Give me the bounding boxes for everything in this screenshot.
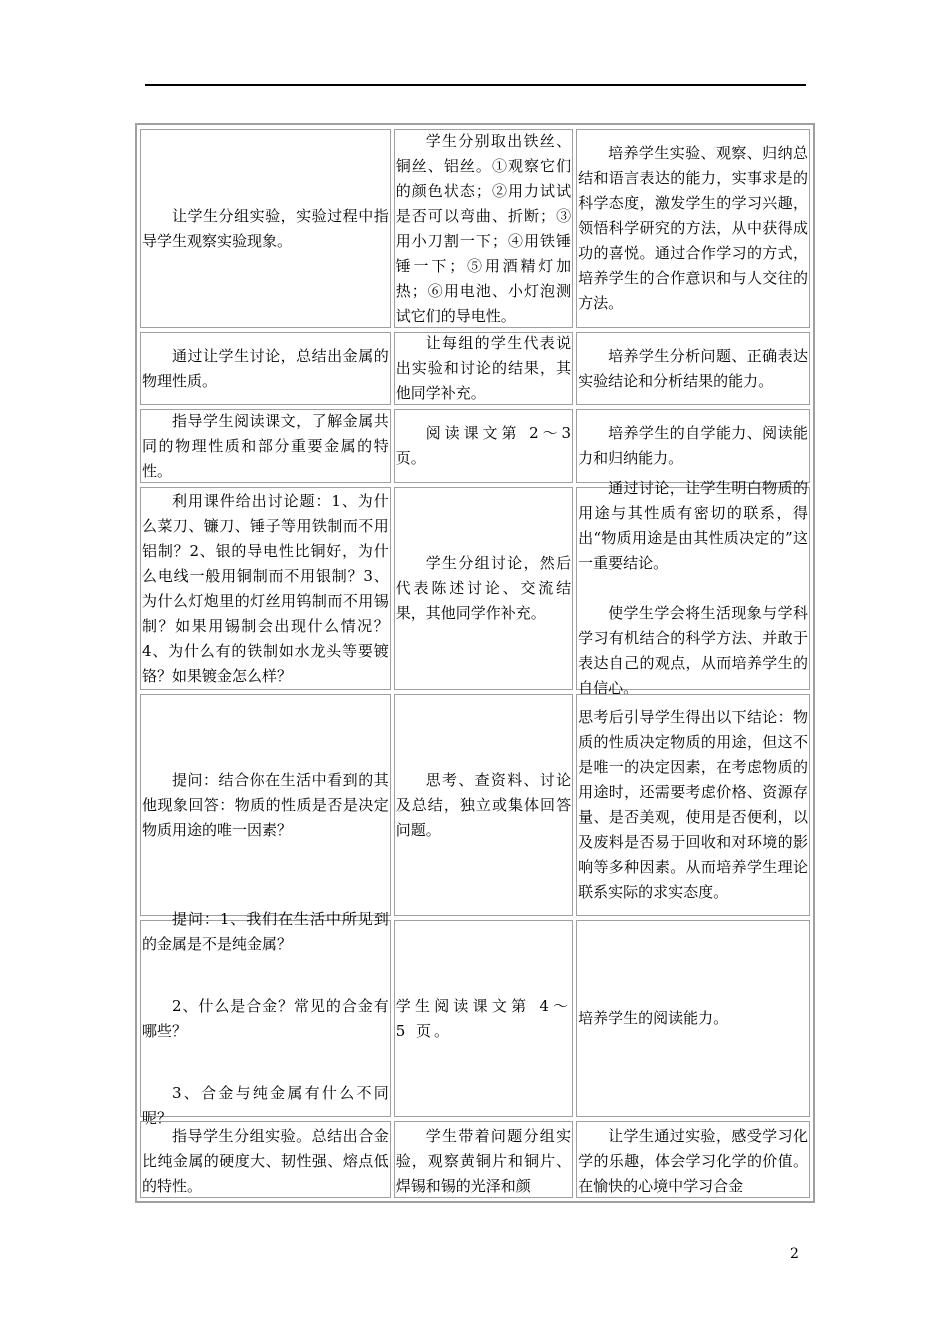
design-purpose-text: 思考后引导学生得出以下结论：物质的性质决定物质的用途，但这不是唯一的决定因素，在考虑物质的用途时，还需要考虑价格、资源存量、是否美观，使用是否便利，以及废料是否易于回收和对环境的影响等多种因素。从而培养学生理论联系实际的求实态度。 — [578, 708, 808, 901]
student-activity-text: 学生带着问题分组实验，观察黄铜片和铜片、焊锡和锡的光泽和颜 — [395, 1127, 572, 1195]
design-purpose-text: 培养学生的阅读能力。 — [578, 1009, 729, 1027]
table-row — [140, 129, 810, 328]
student-activity-cell — [394, 694, 573, 916]
teacher-activity-cell — [140, 1121, 391, 1198]
table-row — [140, 479, 810, 697]
table-row — [140, 1121, 810, 1198]
header-rule — [145, 84, 806, 86]
teacher-question-1: 提问：1、我们在生活中所见到的金属是不是纯金属？ — [142, 909, 389, 953]
lesson-plan-table — [135, 123, 815, 1203]
teacher-activity-cell — [140, 409, 391, 483]
design-purpose-text-group — [577, 451, 809, 726]
design-purpose-cell — [576, 1121, 810, 1198]
teacher-activity-text: 指导学生分组实验。总结出合金比纯金属的硬度大、韧性强、熔点低的特性。 — [142, 1127, 389, 1195]
teacher-activity-text: 提问：结合你在生活中看到的其他现象回答：物质的性质是否是决定物质用途的唯一因素？ — [142, 770, 389, 839]
student-activity-cell — [394, 129, 573, 328]
teacher-activity-cell — [140, 909, 391, 1127]
student-activity-text: 学生分组讨论，然后代表陈述讨论、交流结果，其他同学作补充。 — [395, 554, 572, 622]
design-purpose-text-2: 使学生学会将生活现象与学科学习有机结合的科学方法、并敢于表达自己的观点，从而培养学生的自信心。 — [578, 604, 808, 697]
teacher-activity-cell — [140, 332, 391, 405]
design-purpose-cell — [576, 129, 810, 328]
design-purpose-cell — [576, 479, 810, 697]
design-purpose-text: 培养学生分析问题、正确表达实验结论和分析结果的能力。 — [578, 346, 808, 390]
student-activity-text: 思考、查资料、讨论及总结，独立或集体回答问题。 — [395, 770, 572, 839]
student-activity-cell — [394, 487, 573, 690]
design-purpose-text: 培养学生实验、观察、归纳总结和语言表达的能力，实事求是的科学态度，激发学生的学习兴趣，领悟科学研究的方法，从中获得成功的喜悦。通过合作学习的方式，培养学生的合作意识和与人交往的方法。 — [578, 144, 808, 312]
student-activity-text: 学生分别取出铁丝、铜丝、铝丝。①观察它们的颜色状态；②用力试试是否可以弯曲、折断；③用小刀割一下；④用铁锤锤一下；⑤用酒精灯加热；⑥用电池、小灯泡测试它们的导电性。 — [395, 131, 572, 325]
student-activity-cell — [394, 409, 573, 483]
design-purpose-cell — [576, 920, 810, 1117]
table-row — [140, 332, 810, 405]
teacher-question-3: 3、合金与纯金属有什么不同呢？ — [142, 1083, 389, 1127]
teacher-activity-text: 通过让学生讨论，总结出金属的物理性质。 — [142, 346, 389, 390]
design-purpose-text: 让学生通过实验，感受学习化学的乐趣，体会学习化学的价值。在愉快的心境中学习合金 — [578, 1127, 808, 1195]
teacher-activity-text: 指导学生阅读课文，了解金属共同的物理性质和部分重要金属的特性。 — [142, 411, 389, 480]
student-activity-cell — [394, 920, 573, 1117]
design-purpose-text: 通过讨论，让学生明白物质的用途与其性质有密切的联系，得出“物质用途是由其性质决定的”这一重要结论。 — [578, 479, 808, 572]
teacher-question-2: 2、什么是合金？常见的合金有哪些？ — [142, 996, 389, 1040]
teacher-activity-text: 让学生分组实验，实验过程中指导学生观察实验现象。 — [142, 206, 389, 250]
page-number: 2 — [790, 1246, 799, 1262]
teacher-activity-cell — [140, 129, 391, 328]
design-purpose-cell — [576, 694, 810, 916]
student-activity-cell — [394, 332, 573, 405]
table-row — [140, 909, 810, 1127]
student-activity-text: 阅读课文第 2～3 页。 — [395, 424, 572, 467]
student-activity-cell — [394, 1121, 573, 1198]
teacher-activity-text-group — [141, 882, 390, 1156]
teacher-activity-cell — [140, 487, 391, 690]
student-activity-text: 让每组的学生代表说出实验和讨论的结果，其他同学补充。 — [395, 334, 572, 402]
teacher-activity-text: 利用课件给出讨论题：1、为什么菜刀、镰刀、锤子等用铁制而不用铝制？2、银的导电性比铜好，为什么电线一般用铜制而不用银制？3、为什么灯炮里的灯丝用钨制而不用锡制？如果用锡制会出现什么情况？4、为什么有的铁制如水龙头等要镀铬？如果镀金怎么样？ — [142, 491, 389, 685]
design-purpose-cell — [576, 332, 810, 405]
design-purpose-text: 培养学生的自学能力、阅读能力和归纳能力。 — [578, 424, 808, 467]
student-activity-text: 学生阅读课文第 4～5 页。 — [395, 996, 572, 1040]
